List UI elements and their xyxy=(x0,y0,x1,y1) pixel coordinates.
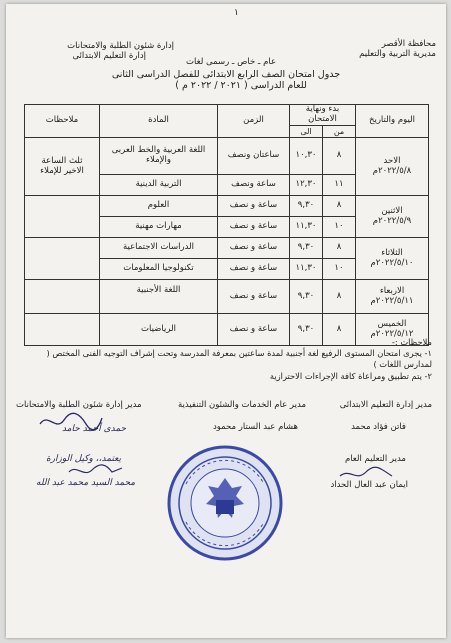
day-name: الثلاثاء xyxy=(381,247,403,258)
duration-cell: ساعة ونصف xyxy=(218,175,290,196)
table-row xyxy=(25,138,429,175)
directorate-label: مديرية التربية والتعليم xyxy=(359,48,436,59)
to-cell: ١١,٣٠ xyxy=(290,259,323,280)
sig-title-undersecretary: يعتمد،، وكيل الوزارة xyxy=(46,454,121,464)
header-from: من xyxy=(323,126,356,138)
day-name: الاربعاء xyxy=(379,285,405,296)
from-cell: ١١ xyxy=(323,175,356,196)
day-name: الخميس xyxy=(377,318,407,329)
table-row xyxy=(25,196,429,217)
day-date: ٢٠٢٢/٥/١٢م xyxy=(370,328,414,339)
subject-cell: اللغة الأجنبية xyxy=(100,280,218,314)
duration-cell: ساعة و نصف xyxy=(218,314,290,346)
document-page xyxy=(6,4,446,638)
school-types-label: عام ـ خاص ـ رسمى لغات xyxy=(186,57,277,67)
header-day: اليوم والتاريخ xyxy=(356,105,429,138)
header-duration: الزمن xyxy=(218,105,290,138)
notes-cell xyxy=(25,196,100,238)
day-cell xyxy=(356,280,429,314)
day-date: ٢٠٢٢/٥/٩م xyxy=(372,215,412,226)
subject-cell: التربية الدينية xyxy=(100,175,218,196)
note-item: ١- يجرى امتحان المستوى الرفيع لغة أجنبية لمدة ساعتين بمعرفة المدرسة وتحت إشراف التوجيه الفنى المختص ( لمدارس اللغات ) xyxy=(46,348,432,370)
sig-name-services: هشام عبد الستار محمود xyxy=(212,422,298,432)
sig-title-services: مدير عام الخدمات والشئون التنفيذية xyxy=(177,400,306,410)
day-date: ٢٠٢٢/٥/٨م xyxy=(372,165,412,176)
governorate-label: محافظة الأقصر xyxy=(381,39,436,49)
header-notes: ملاحظات xyxy=(25,105,100,138)
header-left xyxy=(67,42,174,62)
duration-cell: ساعة و نصف xyxy=(218,196,290,217)
note-item: ٢- يتم تطبيق ومراعاة كافة الإجراءات الاحترازية xyxy=(269,370,432,381)
notes-cell: ثلث الساعة الاخير للإملاء xyxy=(25,138,100,196)
notes-cell xyxy=(25,238,100,280)
header-subject: المادة xyxy=(100,105,218,138)
from-cell: ٨ xyxy=(323,314,356,346)
notes-heading: ملاحظات :- xyxy=(391,337,432,347)
primary-admin-label: إدارة التعليم الابتدائى xyxy=(72,50,146,61)
to-cell: ٩,٣٠ xyxy=(290,280,323,314)
from-cell: ١٠ xyxy=(323,217,356,238)
document-title xyxy=(6,70,446,92)
official-seal-icon xyxy=(166,444,284,562)
duration-cell: ساعتان ونصف xyxy=(218,138,290,175)
day-cell xyxy=(356,196,429,238)
day-name: الاثنين xyxy=(381,205,403,216)
to-cell: ٩,٣٠ xyxy=(290,196,323,217)
day-date: ٢٠٢٢/٥/١١م xyxy=(370,295,414,306)
sig-title-exams: مدير إدارة شئون الطلبة والامتحانات xyxy=(16,400,142,410)
subject-cell: مهارات مهنية xyxy=(100,217,218,238)
sig-title-primary: مدير إدارة التعليم الابتدائى xyxy=(339,400,432,410)
duration-cell: ساعة و نصف xyxy=(218,238,290,259)
duration-cell: ساعة و نصف xyxy=(218,217,290,238)
exams-admin-label: إدارة شئون الطلبة والامتحانات xyxy=(67,41,174,51)
from-cell: ٨ xyxy=(323,238,356,259)
sig-name-primary: فاتن فؤاد محمد xyxy=(351,422,406,432)
day-cell xyxy=(356,138,429,196)
subject-cell: الدراسات الاجتماعية xyxy=(100,238,218,259)
notes-cell xyxy=(25,280,100,314)
from-cell: ٨ xyxy=(323,196,356,217)
sig-title-general-ed: مدير التعليم العام xyxy=(344,454,406,464)
sig-name-general-ed: ايمان عبد العال الحداد xyxy=(330,480,408,490)
header-right xyxy=(359,40,436,60)
header-start-end: بدء ونهاية الامتحان xyxy=(290,105,356,126)
duration-cell: ساعة و نصف xyxy=(218,280,290,314)
sig-name-undersecretary: محمد السيد محمد عبد الله xyxy=(36,478,136,488)
title-line-1: جدول امتحان الصف الرابع الابتدائى للفصل الدراسى الثانى xyxy=(111,69,341,80)
table-row xyxy=(25,238,429,259)
to-cell: ١١,٣٠ xyxy=(290,217,323,238)
notes-section xyxy=(22,337,432,382)
table-row xyxy=(25,280,429,314)
exam-schedule-table xyxy=(24,104,429,346)
to-cell: ٩,٣٠ xyxy=(290,314,323,346)
day-cell xyxy=(356,238,429,280)
page-number: ١ xyxy=(234,8,239,18)
from-cell: ٨ xyxy=(323,280,356,314)
day-name: الاحد xyxy=(383,155,401,166)
day-date: ٢٠٢٢/٥/١٠م xyxy=(370,257,414,268)
subject-cell: العلوم xyxy=(100,196,218,217)
from-cell: ٨ xyxy=(323,138,356,175)
to-cell: ٩,٣٠ xyxy=(290,238,323,259)
subject-cell: الرياضيات xyxy=(100,314,218,346)
title-line-2: للعام الدراسى ( ٢٠٢١ / ٢٠٢٢ م ) xyxy=(175,79,307,91)
from-cell: ١٠ xyxy=(323,259,356,280)
subject-cell: اللغة العربية والخط العربى والإملاء xyxy=(100,138,218,175)
to-cell: ١٢,٣٠ xyxy=(290,175,323,196)
header-to: الى xyxy=(290,126,323,138)
to-cell: ١٠,٣٠ xyxy=(290,138,323,175)
subject-cell: تكنولوجيا المعلومات xyxy=(100,259,218,280)
duration-cell: ساعة و نصف xyxy=(218,259,290,280)
sig-name-exams: حمدى أحمد حامد xyxy=(62,424,127,434)
